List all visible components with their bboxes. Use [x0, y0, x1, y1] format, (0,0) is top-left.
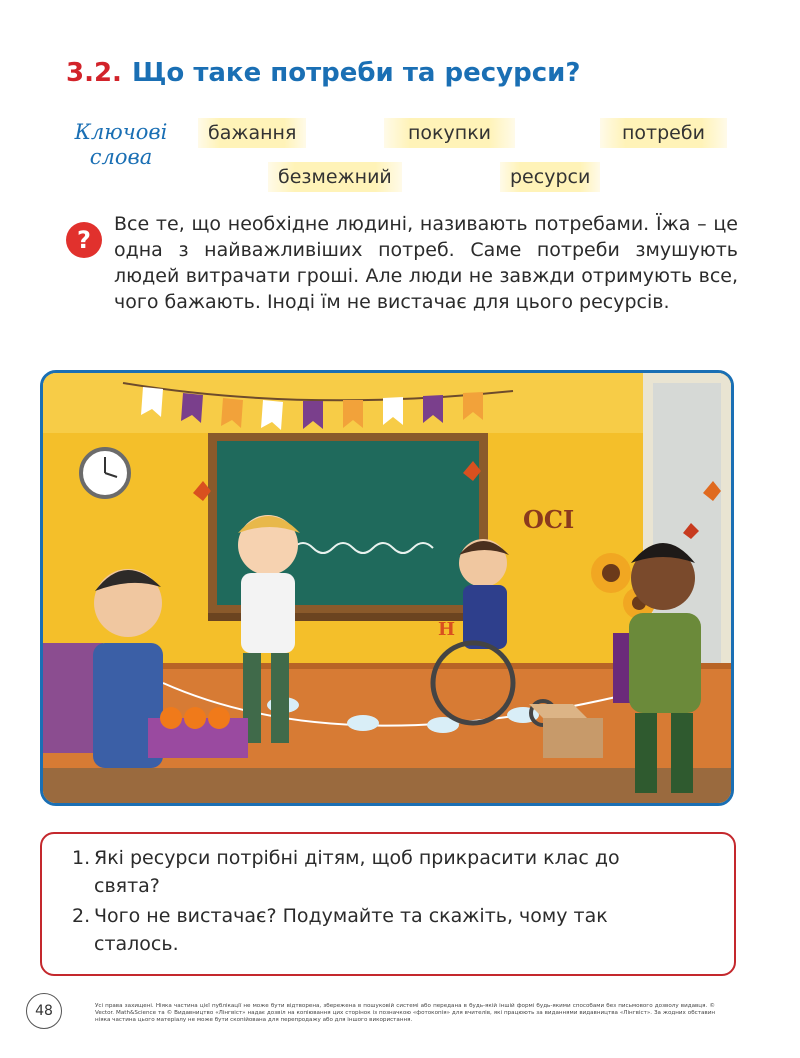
classroom-illustration: [40, 370, 734, 806]
copyright-notice: Усі права захищені. Ніяка частина цієї публікації не може бути відтворена, збережена в пошуковій системі або передана в будь-якій іншій формі будь-якими способами без письмового дозволу видавця. © Vector. Math&Science та © Видавництво «Лінгвіст» надає дозвіл на копіювання цих сторінок із позначкою «фотокопія» для вчителів, які працюють за виданнями видавництва «Лінгвіст». За жодних обставин ніяка частина цього матеріалу не може бути скопійована для перепродажу або для іншого використання.: [95, 1003, 715, 1023]
question-item: [72, 844, 672, 900]
box-letter: Н: [438, 619, 456, 640]
page-number: 48: [26, 993, 62, 1029]
question-number: 2.: [72, 905, 91, 927]
keyword-resources: ресурси: [500, 162, 600, 192]
question-number: 1.: [72, 847, 91, 869]
question-mark-icon: ?: [66, 222, 102, 258]
question-text: Які ресурси потрібні дітям, щоб прикрасити клас до свята?: [94, 847, 620, 897]
questions-box: [40, 832, 736, 976]
intro-paragraph: Все те, що необхідне людині, називають потребами. Їжа – це одна з найважливіших потреб. Саме потреби змушують людей витрачати гроші. Але люди не завжди отримують все, чого бажають. Іноді їм не вистачає для цього ресурсів.: [114, 213, 738, 313]
keyword-wishes: бажання: [198, 118, 306, 148]
question-text: Чого не вистачає? Подумайте та скажіть, чому так сталось.: [94, 905, 608, 955]
board-word: ОСІ: [523, 505, 575, 534]
section-title: [66, 58, 580, 88]
question-item: [72, 902, 672, 958]
section-title-text: Що таке потреби та ресурси?: [131, 58, 581, 88]
keywords-label: Ключові слова: [74, 120, 168, 169]
section-number: 3.2.: [66, 58, 122, 88]
keyword-unlimited: безмежний: [268, 162, 402, 192]
keyword-purchases: покупки: [384, 118, 515, 148]
keyword-needs: потреби: [600, 118, 727, 148]
